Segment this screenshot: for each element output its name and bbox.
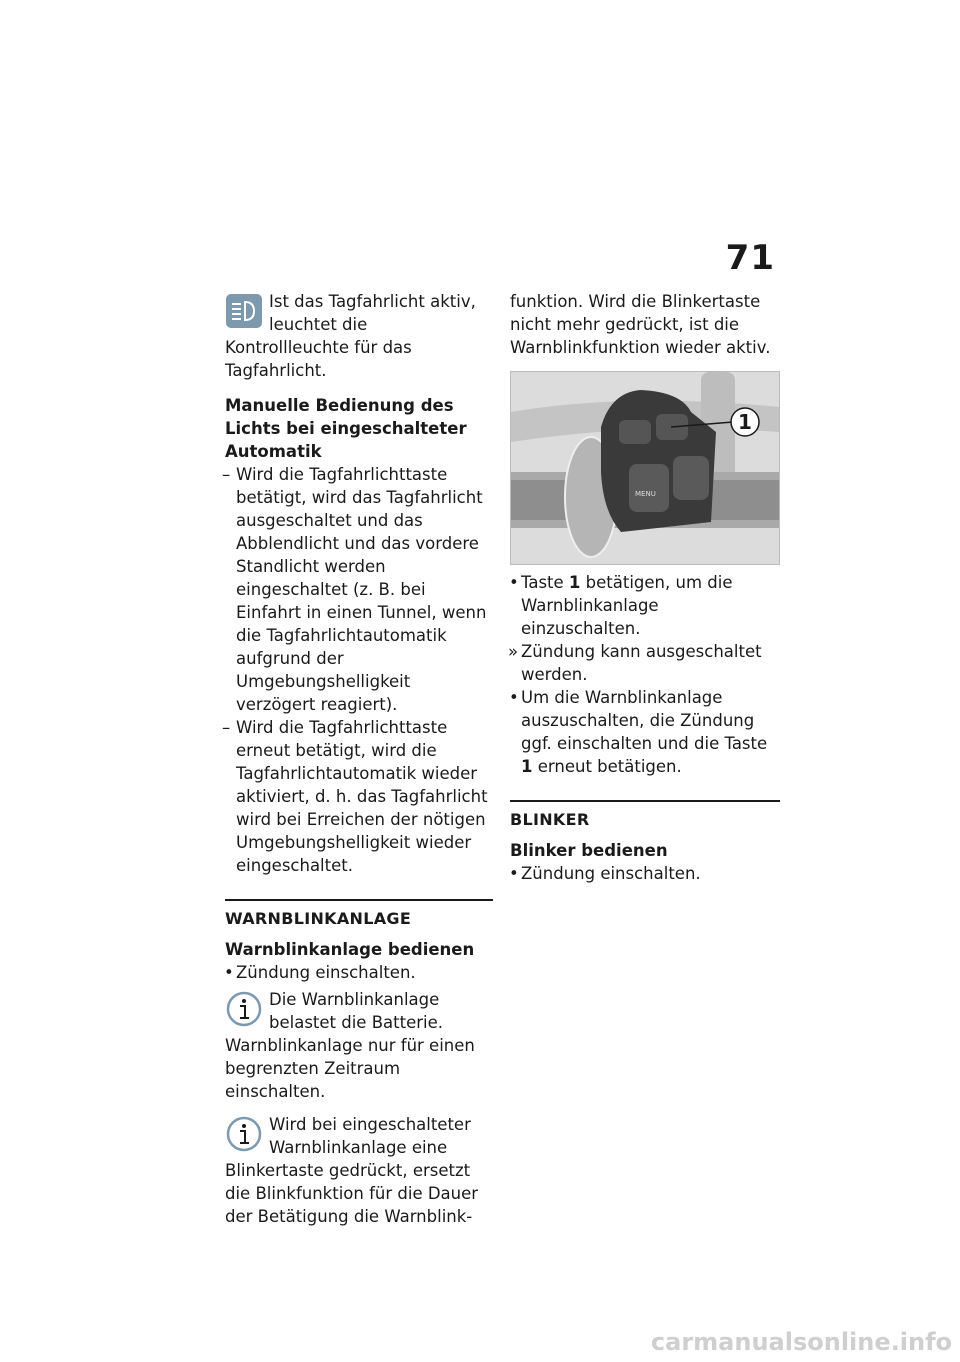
manual-list (225, 463, 493, 877)
section-title-blinker: BLINKER (510, 810, 590, 829)
page-number: 71 (725, 238, 775, 278)
list-item: • Um die Warnblinkanlage auszuschalten, die Zündung ggf. einschalten und die Taste 1 erneut betätigen. (510, 686, 780, 778)
list-item: – Wird die Tagfahrlichttaste betätigt, wird das Tagfahrlicht ausgeschaltet und das Abblendlicht und das vordere Standlicht werden eingeschaltet (z. B. bei Einfahrt in einen Tunnel, wenn die Tagfahrlichtautomatik aufgrund der Umgebungshelligkeit verzögert reagiert). (225, 463, 493, 716)
daytime-running-light-icon (225, 292, 263, 330)
section-title-warnblink: WARNBLINKANLAGE (225, 909, 412, 928)
list-item: • Taste 1 betätigen, um die Warnblinkanlage einzuschalten. (510, 571, 780, 640)
info-note-1-text: Die Warnblinkanlage belastet die Batterie. Warnblinkanlage nur für einen begrenzten Zeitraum einschalten. (225, 990, 475, 1101)
blinker-subheading: Blinker bedienen (510, 841, 668, 860)
section-divider (510, 800, 780, 802)
hazard-steps (510, 571, 780, 640)
hazard-result (510, 640, 780, 686)
light-note (225, 290, 493, 382)
info-note-2 (225, 1113, 493, 1228)
handlebar-illustration (511, 372, 779, 564)
right-column (510, 290, 780, 885)
warnblink-steps (225, 961, 493, 984)
manual-heading: Manuelle Bedienung des Lichts bei eingeschalteter Automatik (225, 396, 467, 461)
list-item: • Zündung einschalten. (510, 862, 780, 885)
section-divider (225, 899, 493, 901)
footer-watermark: carmanualsonline.info (650, 1328, 952, 1356)
light-note-text: Ist das Tagfahrlicht aktiv, leuchtet die Kontrollleuchte für das Tagfahrlicht. (225, 292, 476, 380)
figure-callout-1: 1 (738, 410, 752, 434)
hazard-steps-2 (510, 686, 780, 778)
info-icon (225, 990, 263, 1028)
list-item: » Zündung kann ausgeschaltet werden. (510, 640, 780, 686)
info-note-1 (225, 988, 493, 1103)
blinker-steps (510, 862, 780, 885)
continued-text: funktion. Wird die Blinkertaste nicht mehr gedrückt, ist die Warnblinkfunktion wieder aktiv. (510, 292, 771, 357)
warnblink-subheading: Warnblinkanlage bedienen (225, 940, 475, 959)
handlebar-switch-figure (510, 371, 780, 565)
left-column (225, 290, 493, 1228)
menu-button-label: MENU (635, 490, 656, 498)
info-note-2-text: Wird bei eingeschalteter Warnblinkanlage eine Blinkertaste gedrückt, ersetzt die Blinkfunktion für die Dauer der Betätigung die Warnblink- (225, 1115, 479, 1226)
list-item: – Wird die Tagfahrlichttaste erneut betätigt, wird die Tagfahrlichtautomatik wieder aktiviert, d. h. das Tagfahrlicht wird bei Erreichen der nötigen Umgebungshelligkeit wieder eingeschaltet. (225, 716, 493, 877)
list-item: • Zündung einschalten. (225, 961, 493, 984)
info-icon (225, 1115, 263, 1153)
